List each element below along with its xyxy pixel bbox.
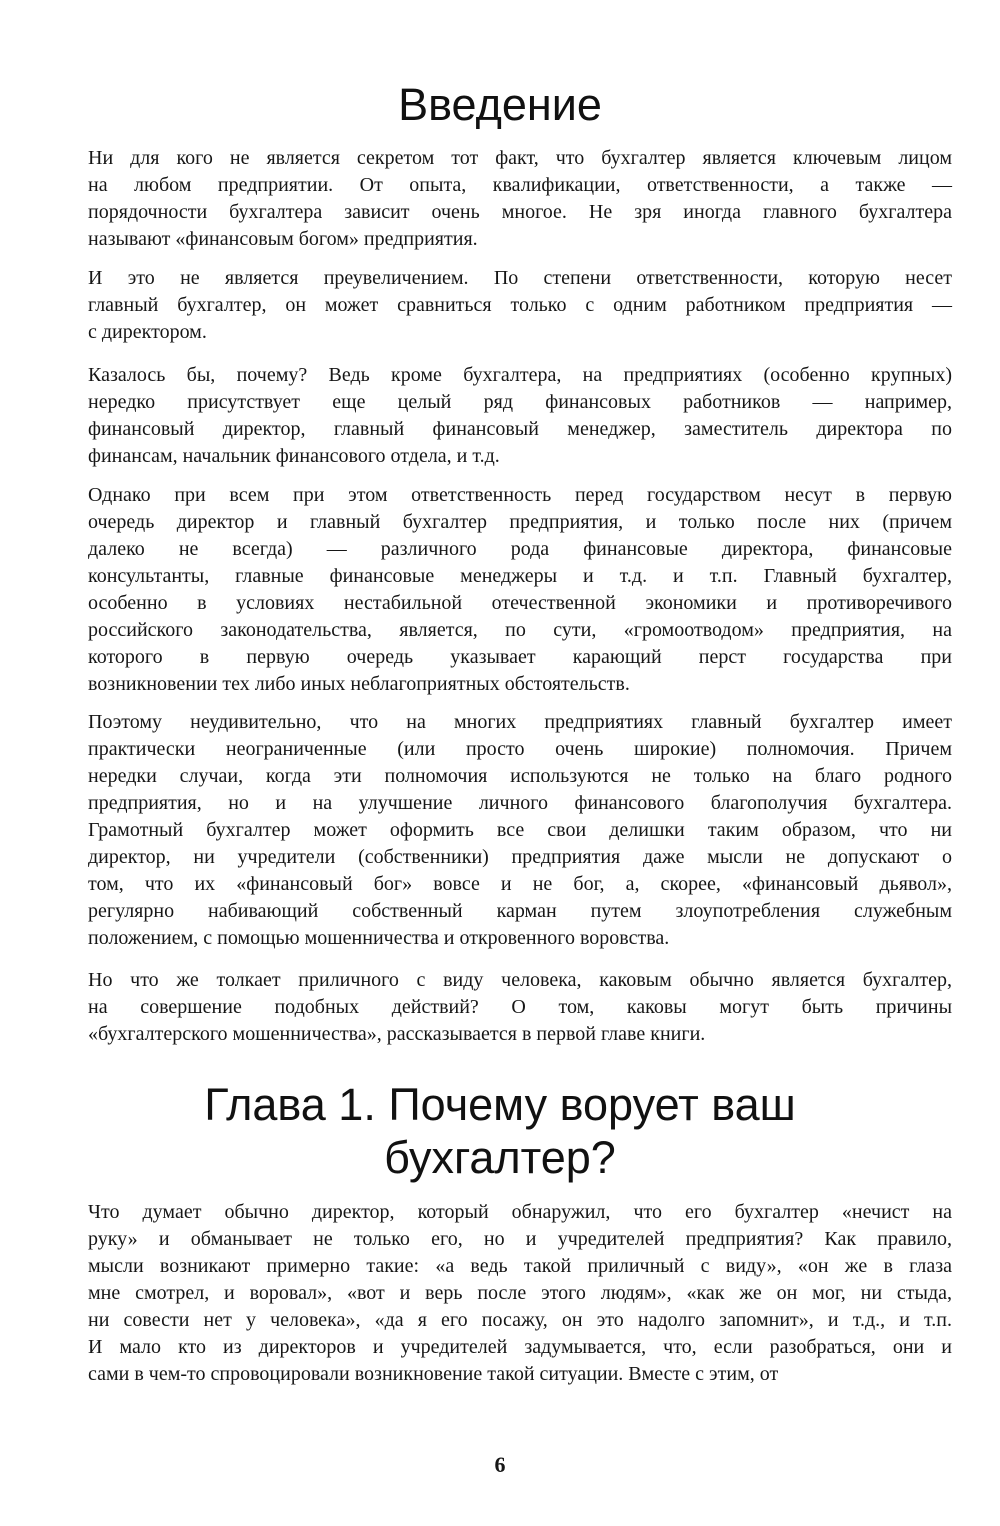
intro-heading: Введение (398, 79, 602, 130)
text-line: финансовый директор, главный финансовый менеджер, заместитель директора по (88, 418, 952, 440)
text-line: практически неограниченные (или просто очень широкие) полномочия. Причем (88, 738, 952, 760)
text-line: Грамотный бухгалтер может оформить все свои делишки таким образом, что ни (88, 819, 952, 841)
text-line: мне смотрел, и воровал», «вот и верь после этого людям», «как же он мог, ни стыда, (88, 1282, 952, 1304)
text-line: ни совести нет у человека», «да я его посажу, он это надолго запомнит», и т.д., и т.п. (88, 1309, 952, 1331)
text-line: финансам, начальник финансового отдела, и т.д. (88, 445, 500, 467)
paragraph (88, 967, 952, 1048)
text-line: предприятия, но и на улучшение личного финансового благополучия бухгалтера. (88, 792, 952, 814)
chapter-heading-line: Глава 1. Почему ворует ваш (204, 1079, 796, 1130)
text-line: мысли возникают примерно такие: «а ведь такой приличный с виду», «он же в глаза (88, 1255, 952, 1277)
text-line: на любом предприятии. От опыта, квалификации, ответственности, а также — (88, 174, 952, 196)
text-line: том, что их «финансовый бог» вовсе и не бог, а, скорее, «финансовый дьявол», (88, 873, 952, 895)
text-line: регулярно набивающий собственный карман путем злоупотребления служебным (88, 900, 952, 922)
text-line: Поэтому неудивительно, что на многих предприятиях главный бухгалтер имеет (88, 711, 952, 733)
text-line: консультанты, главные финансовые менеджеры и т.д. и т.п. Главный бухгалтер, (88, 565, 952, 587)
paragraph (88, 265, 952, 346)
text-line: которого в первую очередь указывает карающий перст государства при (88, 646, 952, 668)
paragraph (88, 1199, 952, 1388)
text-line: нередко присутствует еще целый ряд финансовых работников — например, (88, 391, 952, 413)
text-line: далеко не всегда) — различного рода финансовые директора, финансовые (88, 538, 952, 560)
text-line: на совершение подобных действий? О том, каковы могут быть причины (88, 996, 952, 1018)
text-line: Однако при всем при этом ответственность перед государством несут в первую (88, 484, 952, 506)
text-line: возникновении тех либо иных неблагоприятных обстоятельств. (88, 673, 630, 695)
text-line: Что думает обычно директор, который обнаружил, что его бухгалтер «нечист на (88, 1201, 952, 1223)
text-line: называют «финансовым богом» предприятия. (88, 228, 478, 250)
paragraph (88, 362, 952, 470)
text-line: с директором. (88, 321, 207, 343)
text-line: И мало кто из директоров и учредителей задумывается, что, если разобраться, они и (88, 1336, 952, 1358)
text-line: руку» и обманывает не только его, но и учредителей предприятия? Как правило, (88, 1228, 952, 1250)
text-line: очередь директор и главный бухгалтер предприятия, и только после них (причем (88, 511, 952, 533)
text-line: главный бухгалтер, он может сравниться только с одним работником предприятия — (88, 294, 952, 316)
text-line: Казалось бы, почему? Ведь кроме бухгалтера, на предприятиях (особенно крупных) (88, 364, 952, 386)
text-line: Ни для кого не является секретом тот факт, что бухгалтер является ключевым лицом (88, 147, 952, 169)
text-line: сами в чем-то спровоцировали возникновение такой ситуации. Вместе с этим, от (88, 1363, 779, 1385)
text-line: особенно в условиях нестабильной отечественной экономики и противоречивого (88, 592, 952, 614)
text-line: И это не является преувеличением. По степени ответственности, которую несет (88, 267, 952, 289)
text-line: нередки случаи, когда эти полномочия используются не только на благо родного (88, 765, 952, 787)
page-number: 6 (494, 1452, 506, 1477)
text-line: «бухгалтерского мошенничества», рассказывается в первой главе книги. (88, 1023, 706, 1045)
text-line: российского законодательства, является, по сути, «громоотводом» предприятия, на (88, 619, 952, 641)
text-line: порядочности бухгалтера зависит очень многое. Не зря иногда главного бухгалтера (88, 201, 952, 223)
paragraph (88, 709, 952, 952)
text-line: положением, с помощью мошенничества и откровенного воровства. (88, 927, 670, 949)
paragraph (88, 482, 952, 698)
text-line: Но что же толкает приличного с виду человека, каковым обычно является бухгалтер, (88, 969, 952, 991)
chapter-heading-line: бухгалтер? (384, 1132, 616, 1183)
text-line: директор, ни учредители (собственники) предприятия даже мысли не допускают о (88, 846, 952, 868)
paragraph (88, 145, 952, 253)
